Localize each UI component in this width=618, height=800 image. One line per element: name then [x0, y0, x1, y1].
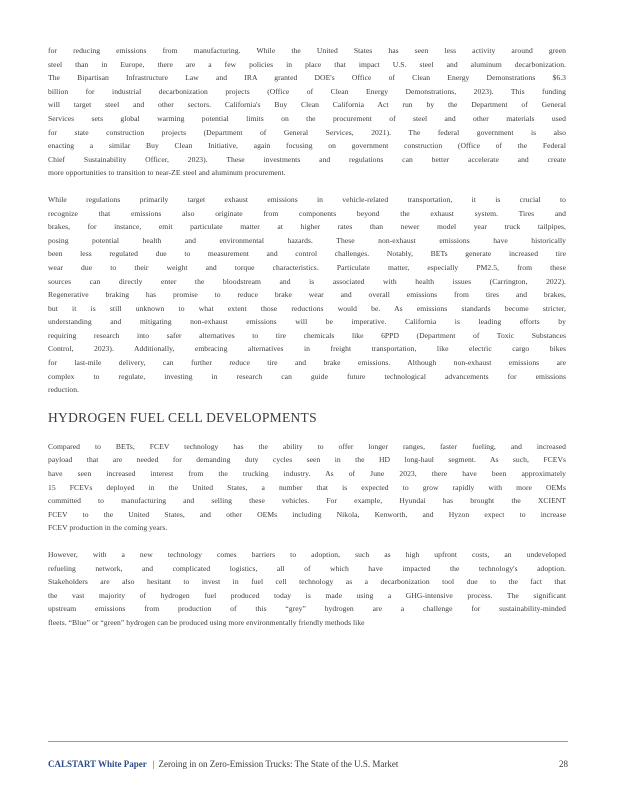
text-line: requiring research into safer alternatives to tire chemicals like 6PPD (Department of Toxic Substances — [48, 330, 566, 340]
text-line: 15 FCEVs deployed in the United States, a number that is expected to grow rapidly with more OEMs — [48, 482, 566, 492]
paragraph — [48, 44, 566, 180]
text-line: steel than in Europe, there are a few policies in place that impact U.S. steel and aluminum decarbonization. — [48, 59, 566, 69]
footer-document-title: Zeroing in on Zero-Emission Trucks: The State of the U.S. Market — [158, 759, 399, 769]
section-heading: HYDROGEN FUEL CELL DEVELOPMENTS — [48, 409, 317, 425]
body-text-top — [48, 44, 566, 397]
text-line: recognize that emissions also originate from components beyond the exhaust system. Tires and — [48, 208, 566, 218]
paragraph — [48, 548, 566, 630]
page-footer — [48, 759, 568, 773]
text-line: for last-mile delivery, can further reduce tire and brake emissions. Although non-exhaust emissions are — [48, 358, 566, 368]
text-line: upstream emissions from production of this “grey” hydrogen are a challenge for sustainability-minded — [48, 604, 566, 614]
footer-divider — [48, 741, 568, 742]
text-line: fleets. “Blue” or “green” hydrogen can be produced using more environmentally friendly methods like — [48, 617, 365, 627]
text-line: Regenerative braking has promise to reduce brake wear and overall emissions from tires and brakes, — [48, 290, 566, 300]
text-line: Control, 2023). Additionally, embracing alternatives in freight transportation, like electric cargo bikes — [48, 344, 566, 354]
text-line: sources can directly enter the bloodstream and is associated with health issues (Carrington, 2022). — [48, 276, 566, 286]
body-text-bottom — [48, 440, 566, 630]
text-line: Services sets global warming potential limits on the procurement of steel and other materials used — [48, 113, 566, 123]
text-line: FCEV to the United States, and other OEMs including Nikola, Kenworth, and Hyzon expect to increase — [48, 509, 566, 519]
text-line: more opportunities to transition to near-ZE steel and aluminum procurement. — [48, 168, 286, 178]
text-line: FCEV production in the coming years. — [48, 523, 168, 533]
text-line: brakes, for instance, emit particulate matter at higher rates than newer model year truck tailpipes, — [48, 222, 566, 232]
text-line: enacting a similar Buy Clean Initiative, again focusing on government construction (Office of the Federal — [48, 141, 566, 151]
text-line: have seen increased interest from the trucking industry. As of June 2023, there have been approximately — [48, 469, 566, 479]
text-line: refueling network, and complicated logistics, all of which have impacted the technology's adoption. — [48, 563, 566, 573]
text-line: payload that are needed for demanding duty cycles seen in the HD long-haul segment. As such, FCEVs — [48, 455, 566, 465]
text-line: but it is still unknown to what extent those reductions would be. As emissions standards become stricter, — [48, 303, 566, 313]
text-line: understanding and mitigating non-exhaust emissions will be imperative. California is leading efforts by — [48, 317, 566, 327]
text-line: Chief Sustainability Officer, 2023). These investments and regulations can better accelerate and create — [48, 154, 566, 164]
text-line: Compared to BETs, FCEV technology has the ability to offer longer ranges, faster fueling, and increased — [48, 441, 566, 451]
text-line: will target steel and other sectors. California's Buy Clean California Act run by the Department of General — [48, 100, 566, 110]
text-line: wear due to their weight and torque characteristics. Particulate matter, especially PM2.5, from these — [48, 262, 566, 272]
text-line: committed to manufacturing and selling these vehicles. For example, Hyundai has brought the XCIENT — [48, 496, 566, 506]
text-line: complex to regulate, investing in research can guide future technological advancements for emissions — [48, 371, 566, 381]
paragraph — [48, 440, 566, 535]
text-line: for reducing emissions from manufacturing. While the United States has seen less activity around green — [48, 46, 566, 55]
text-line: for state construction projects (Department of General Services, 2021). The federal government is also — [48, 127, 566, 137]
footer-brand: CALSTART White Paper — [48, 759, 147, 769]
text-line: The Bipartisan Infrastructure Law and IRA granted DOE's Office of Clean Energy Demonstrations $6.3 — [48, 73, 566, 83]
footer-separator: | — [152, 759, 155, 769]
text-line: Stakeholders are also hesitant to invest in fuel cell technology as a decarbonization tool due to the fact that — [48, 577, 566, 587]
text-line: the vast majority of hydrogen fuel produced today is made using a GHG-intensive process. The significant — [48, 590, 566, 600]
text-line: However, with a new technology comes barriers to adoption, such as high upfront costs, an undeveloped — [48, 550, 566, 559]
page-content — [48, 44, 566, 643]
text-line: posing potential health and environmental hazards. These non-exhaust emissions have historically — [48, 235, 566, 245]
text-line: reduction. — [48, 385, 80, 395]
text-line: billion for industrial decarbonization projects (Office of Clean Energy Demonstrations, 2023). This funding — [48, 86, 566, 96]
page-number: 28 — [559, 759, 568, 769]
text-line: been less regulated due to measurement and control challenges. Notably, BETs generate increased tire — [48, 249, 566, 259]
paragraph — [48, 193, 566, 397]
text-line: While regulations primarily target exhaust emissions in vehicle-related transportation, it is crucial to — [48, 194, 566, 204]
